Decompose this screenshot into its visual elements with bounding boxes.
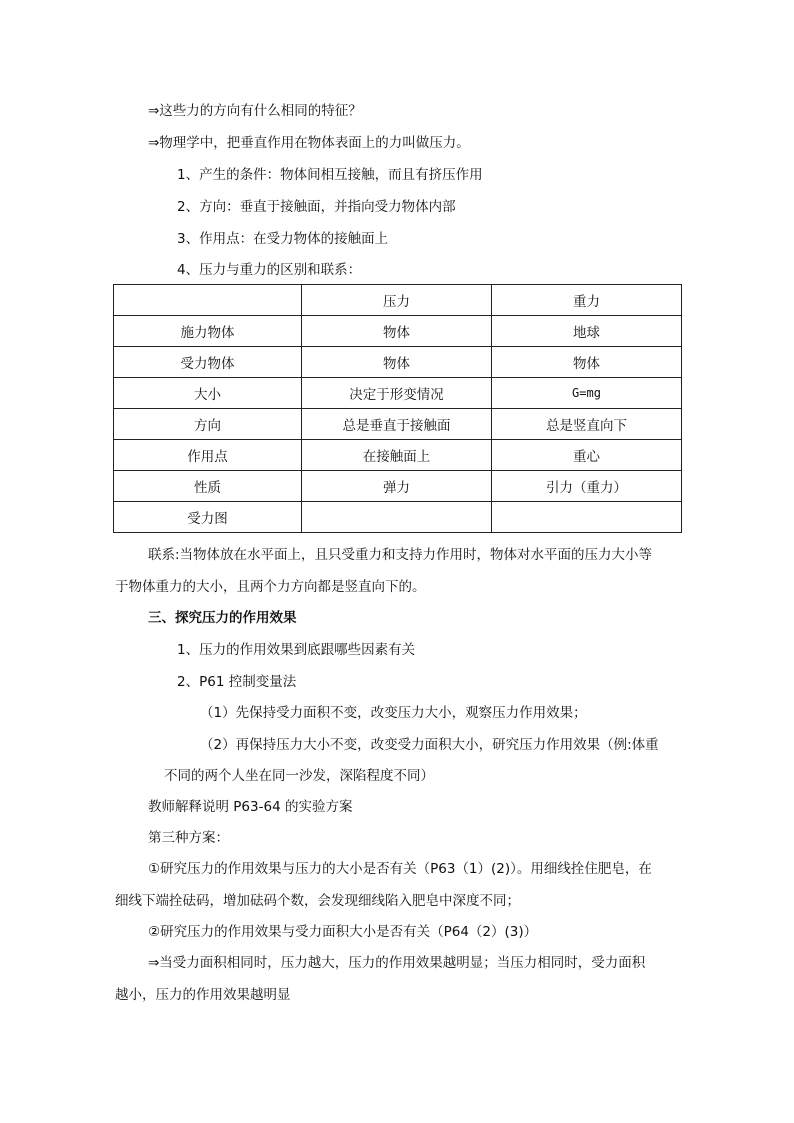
table-cell: 作用点 <box>114 440 302 471</box>
table-cell: 受力图 <box>114 502 302 533</box>
table-cell: 弹力 <box>302 471 492 502</box>
paragraph-line: 细线下端拴砝码，增加砝码个数，会发现细线陷入肥皂中深度不同； <box>115 893 520 909</box>
table-cell: 重心 <box>492 440 682 471</box>
table-header-row <box>114 285 682 316</box>
comparison-heading: 4、压力与重力的区别和联系： <box>177 262 362 278</box>
paragraph-line: ②研究压力的作用效果与受力面积大小是否有关（P64（2）(3)） <box>148 924 538 940</box>
table-header-cell: 重力 <box>492 285 682 316</box>
relation-line-2: 于物体重力的大小，且两个力方向都是竖直向下的。 <box>115 579 426 595</box>
direction-line: 2、方向：垂直于接触面，并指向受力物体内部 <box>177 199 456 215</box>
paragraph-line: 越小，压力的作用效果越明显 <box>115 987 291 1003</box>
action-point-line: 3、作用点：在受力物体的接触面上 <box>177 231 389 247</box>
paragraph-line: 第三种方案： <box>148 830 229 846</box>
question-line: ⇒这些力的方向有什么相同的特征？ <box>148 103 362 119</box>
definition-line: ⇒物理学中，把垂直作用在物体表面上的力叫做压力。 <box>148 135 470 151</box>
paragraph-line: 不同的两个人坐在同一沙发，深陷程度不同） <box>164 768 434 784</box>
table-row <box>114 471 682 502</box>
paragraph-line: （2）再保持压力大小不变，改变受力面积大小，研究压力作用效果（例:体重 <box>200 737 659 753</box>
table-row <box>114 409 682 440</box>
table-cell: 总是垂直于接触面 <box>302 409 492 440</box>
table-cell: 物体 <box>302 316 492 347</box>
paragraph-line: ⇒当受力面积相同时，压力越大，压力的作用效果越明显；当压力相同时，受力面积 <box>148 955 646 971</box>
table-cell <box>492 502 682 533</box>
table-cell: 大小 <box>114 378 302 409</box>
table-cell: 决定于形变情况 <box>302 378 492 409</box>
table-cell: 在接触面上 <box>302 440 492 471</box>
table-cell: 地球 <box>492 316 682 347</box>
table-row <box>114 347 682 378</box>
table-header-cell <box>114 285 302 316</box>
paragraph-line: 教师解释说明 P63-64 的实验方案 <box>148 799 353 815</box>
paragraph-line: 1、压力的作用效果到底跟哪些因素有关 <box>177 642 416 658</box>
table-cell: 物体 <box>302 347 492 378</box>
table-row <box>114 502 682 533</box>
condition-line: 1、产生的条件：物体间相互接触，而且有挤压作用 <box>177 167 483 183</box>
table-cell <box>302 502 492 533</box>
paragraph-line: ①研究压力的作用效果与压力的大小是否有关（P63（1）(2)）。用细线拴住肥皂，在 <box>148 861 652 877</box>
comparison-table <box>113 284 682 533</box>
table-cell: 引力（重力） <box>492 471 682 502</box>
table-cell: 施力物体 <box>114 316 302 347</box>
table-cell: G=mg <box>492 378 682 409</box>
table-row <box>114 440 682 471</box>
table-cell: 总是竖直向下 <box>492 409 682 440</box>
table-header-cell: 压力 <box>302 285 492 316</box>
table-cell: 性质 <box>114 471 302 502</box>
table-cell: 物体 <box>492 347 682 378</box>
paragraph-line: 2、P61 控制变量法 <box>177 674 297 690</box>
table-row <box>114 316 682 347</box>
table-cell: 受力物体 <box>114 347 302 378</box>
relation-line-1: 联系:当物体放在水平面上，且只受重力和支持力作用时，物体对水平面的压力大小等 <box>148 547 653 563</box>
section-heading: 三、探究压力的作用效果 <box>148 610 297 626</box>
paragraph-line: （1）先保持受力面积不变，改变压力大小，观察压力作用效果； <box>200 705 587 721</box>
table-row <box>114 378 682 409</box>
table-cell: 方向 <box>114 409 302 440</box>
